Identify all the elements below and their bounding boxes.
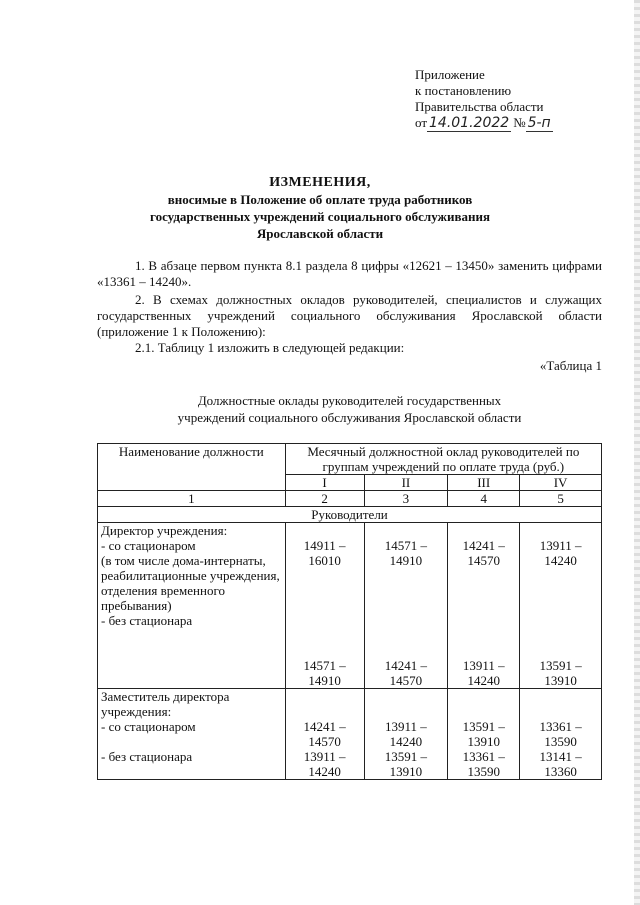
salary-value: 13910 [389, 764, 423, 779]
table-title-line: учреждений социального обслуживания Ярославской области [177, 410, 522, 425]
salary-cell [364, 523, 448, 689]
appendix-date-line [415, 115, 553, 132]
position-cell [98, 523, 286, 689]
appendix-block [415, 67, 553, 132]
heading-line: государственных учреждений социального обслуживания [149, 209, 490, 224]
salary-value: 14240 [467, 673, 500, 688]
appendix-line: Правительства области [415, 99, 544, 114]
salary-value: 14240 [389, 734, 423, 749]
heading-line: вносимые в Положение об оплате труда работников [167, 192, 473, 207]
paragraph-1: 1. В абзаце первом пункта 8.1 раздела 8 цифры «12621 – 13450» заменить цифрами «13361 – 14240». [97, 258, 602, 289]
paragraph-2-1: 2.1. Таблицу 1 изложить в следующей редакции: [135, 340, 405, 355]
salary-value: 14570 [467, 553, 500, 568]
salary-value: 13911 – [462, 658, 505, 673]
salary-value: 13591 – [384, 749, 428, 764]
group-header: IV [520, 475, 602, 491]
handwritten-date: 14.01.2022 [429, 115, 510, 131]
salary-cell [520, 523, 602, 689]
salary-cell [448, 689, 520, 780]
salary-table [97, 443, 602, 780]
salary-value: 13590 [467, 764, 500, 779]
salary-value: 13141 – [539, 749, 582, 764]
salary-value: 13910 [544, 673, 577, 688]
salary-value: 13910 [467, 734, 500, 749]
column-number: 2 [285, 491, 364, 507]
salary-value: 13361 – [539, 719, 582, 734]
column-number: 1 [98, 491, 286, 507]
salary-cell [520, 689, 602, 780]
salary-value: 14570 [389, 673, 423, 688]
appendix-line: Приложение [415, 67, 485, 82]
salary-value: 13911 – [385, 719, 427, 734]
table-label: «Таблица 1 [539, 358, 602, 373]
document-body [97, 258, 602, 374]
group-header: I [285, 475, 364, 491]
date-prefix: от [415, 115, 428, 130]
salary-value: 13911 – [303, 749, 346, 764]
appendix-line: к постановлению [415, 83, 512, 98]
column-number: 5 [520, 491, 602, 507]
position-title: Заместитель директора учреждения: [101, 689, 230, 719]
salary-value: 13591 – [462, 719, 505, 734]
heading-title: ИЗМЕНЕНИЯ, [269, 175, 371, 190]
position-title: Директор учреждения: [101, 523, 228, 538]
salary-cell [448, 523, 520, 689]
salary-value: 14570 [308, 734, 341, 749]
salary-value: 13360 [544, 764, 577, 779]
salary-value: 13591 – [539, 658, 582, 673]
position-sub: - без стационара [101, 749, 193, 764]
scan-edge [634, 0, 640, 905]
salary-value: 14241 – [384, 658, 428, 673]
paragraph-2: 2. В схемах должностных окладов руководителей, специалистов и служащих государственных учреждений социального обслуживания Ярославской области (приложение 1 к Положению): [97, 292, 602, 339]
salary-value: 14241 – [462, 538, 505, 553]
position-sub: - без стационара [101, 613, 193, 628]
header-salary: Месячный должностной оклад руководителей по группам учреждений по оплате труда (руб.) [285, 444, 601, 475]
position-note: (в том числе дома-интернаты, реабилитационные учреждения, отделения временного пребывания) [101, 553, 280, 613]
salary-value: 13911 – [539, 538, 582, 553]
position-cell [98, 689, 286, 780]
table-header-row [98, 444, 602, 475]
salary-value: 14910 [389, 553, 423, 568]
salary-value: 14910 [308, 673, 341, 688]
table-row [98, 689, 602, 780]
salary-value: 16010 [308, 553, 341, 568]
position-sub: - со стационаром [101, 719, 196, 734]
section-row [98, 507, 602, 523]
salary-value: 14240 [308, 764, 341, 779]
salary-cell [285, 523, 364, 689]
position-sub: - со стационаром [101, 538, 196, 553]
header-position: Наименование должности [98, 444, 286, 491]
salary-value: 14240 [544, 553, 577, 568]
section-title: Руководители [98, 507, 602, 523]
salary-value: 14571 – [303, 658, 346, 673]
table-title [97, 392, 602, 426]
salary-value: 13361 – [462, 749, 505, 764]
handwritten-number: 5-п [527, 115, 551, 131]
salary-cell [285, 689, 364, 780]
column-number: 3 [364, 491, 448, 507]
table-row [98, 523, 602, 689]
column-number: 4 [448, 491, 520, 507]
salary-value: 13590 [544, 734, 577, 749]
group-header: III [448, 475, 520, 491]
salary-value: 14911 – [303, 538, 346, 553]
salary-value: 14571 – [384, 538, 428, 553]
salary-value: 14241 – [303, 719, 346, 734]
table-title-line: Должностные оклады руководителей государственных [197, 393, 502, 408]
heading-line: Ярославской области [256, 226, 384, 241]
document-heading [80, 174, 560, 242]
column-number-row [98, 491, 602, 507]
group-header: II [364, 475, 448, 491]
number-prefix: № [513, 115, 526, 130]
salary-cell [364, 689, 448, 780]
